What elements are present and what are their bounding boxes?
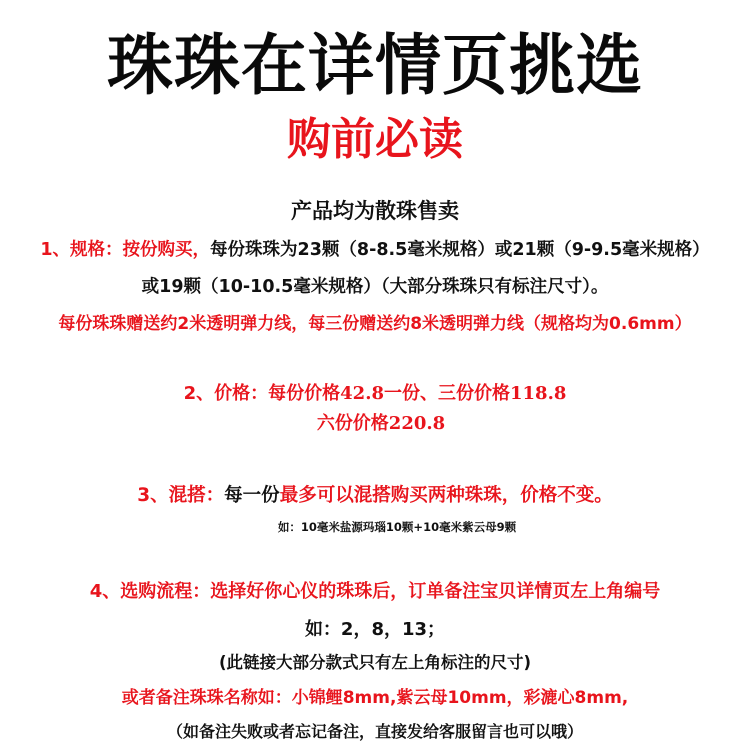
section-1-line-1 (0, 237, 750, 263)
section-4-line-3: (此链接大部分款式只有左上角标注的尺寸) (218, 653, 532, 672)
section-2-line-1 (0, 380, 750, 408)
page-subtitle: 购前必读 (287, 114, 463, 165)
section-2-price-text: 每份价格42.8一份、三份价格118.8 (268, 383, 567, 404)
section-2-label: 2、价格： (183, 383, 269, 404)
section-1-label: 1、规格：按份购买， (40, 240, 211, 260)
section-3-line-1 (0, 482, 750, 510)
section-4-line-2: 如：2，8，13； (304, 619, 446, 640)
section-4-line-4: 或者备注珠珠名称如：小锦鲤8mm,紫云母10mm，彩漉心8mm, (121, 688, 629, 708)
section-3-per-part: 每一份 (224, 485, 280, 506)
section-2-line-2: 六份价格220.8 (316, 413, 446, 434)
section-1-line-2: 或19颗（10-10.5毫米规格）（大部分珠珠只有标注尺寸）。 (141, 277, 609, 297)
section-3-example: 如：10毫米盐源玛瑙10颗+10毫米紫云母9颗 (277, 520, 517, 534)
section-4-line-1: 4、选购流程：选择好你心仪的珠珠后，订单备注宝贝详情页左上角编号 (89, 581, 661, 602)
section-1-gift-note: 每份珠珠赠送约2米透明弹力线，每三份赠送约8米透明弹力线（规格均为0.6mm） (58, 314, 692, 334)
section-1-spec-text: 每份珠珠为23颗（8-8.5毫米规格）或21颗（9-9.5毫米规格） (210, 240, 710, 260)
section-4-line-5: （如备注失败或者忘记备注，直接发给客服留言也可以哦） (166, 722, 583, 741)
page-title: 珠珠在详情页挑选 (107, 27, 643, 104)
section-3-mix-rule: 最多可以混搭购买两种珠珠，价格不变。 (279, 485, 613, 506)
intro-text: 产品均为散珠售卖 (291, 199, 459, 223)
section-3-label: 3、混搭： (137, 485, 225, 506)
